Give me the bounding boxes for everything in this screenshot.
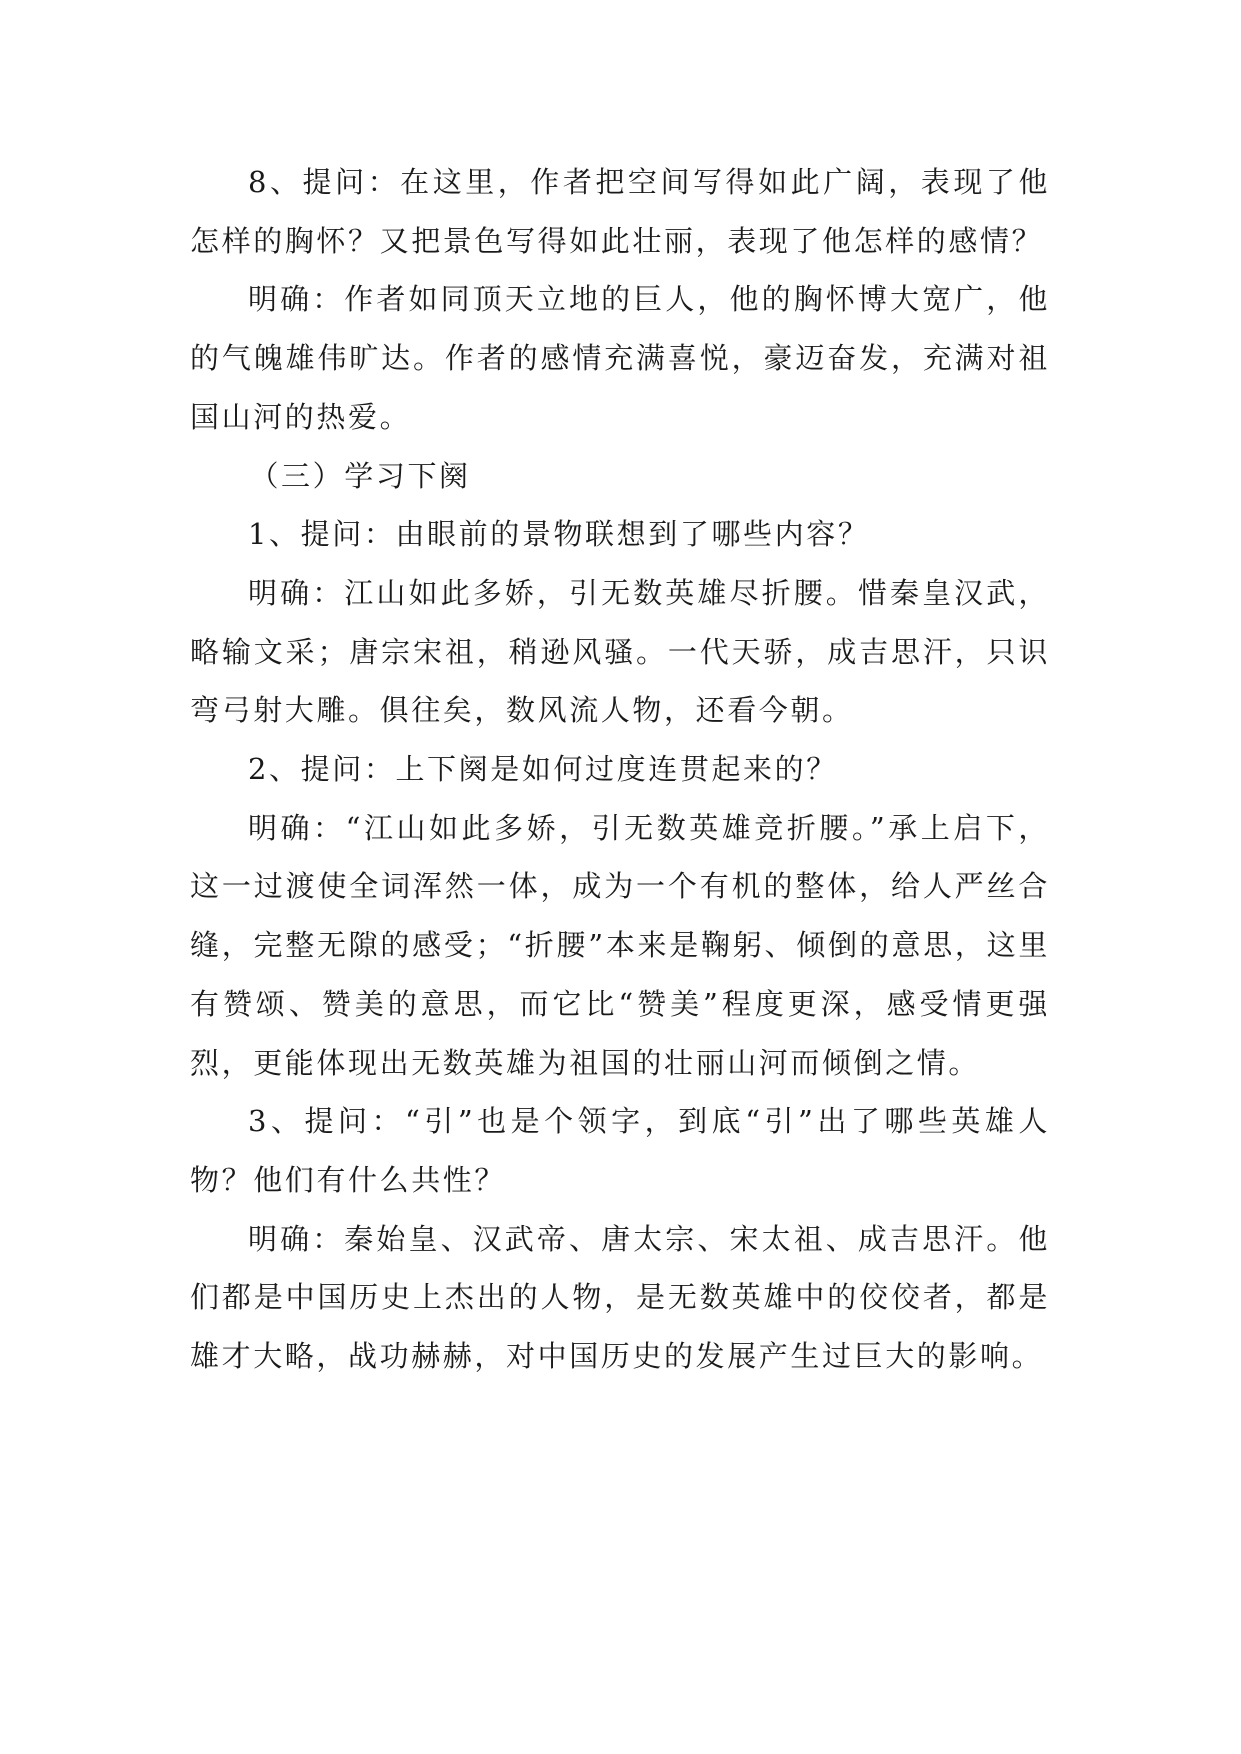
answer-1: 明确：江山如此多娇，引无数英雄尽折腰。惜秦皇汉武，略输文采；唐宗宋祖，稍逊风骚。一代天骄，成吉思汗，只识弯弓射大雕。俱往矣，数风流人物，还看今朝。 bbox=[190, 575, 1050, 728]
question-8: 8、提问：在这里，作者把空间写得如此广阔，表现了他怎样的胸怀？又把景色写得如此壮丽，表现了他怎样的感情？ bbox=[190, 165, 1050, 258]
document-body bbox=[190, 153, 1050, 1386]
question-3: 3、提问：“引”也是个领字，到底“引”出了哪些英雄人物？他们有什么共性？ bbox=[190, 1104, 1050, 1197]
answer-3: 明确：秦始皇、汉武帝、唐太宗、宋太祖、成吉思汗。他们都是中国历史上杰出的人物，是无数英雄中的佼佼者，都是雄才大略，战功赫赫，对中国历史的发展产生过巨大的影响。 bbox=[190, 1221, 1050, 1374]
section-heading: （三）学习下阕 bbox=[249, 458, 471, 493]
question-1: 1、提问：由眼前的景物联想到了哪些内容？ bbox=[248, 517, 870, 552]
answer-8: 明确：作者如同顶天立地的巨人，他的胸怀博大宽广，他的气魄雄伟旷达。作者的感情充满喜悦，豪迈奋发，充满对祖国山河的热爱。 bbox=[190, 282, 1050, 434]
answer-2: 明确：“江山如此多娇，引无数英雄竞折腰。”承上启下，这一过渡使全词浑然一体，成为一个有机的整体，给人严丝合缝，完整无隙的感受；“折腰”本来是鞠躬、倾倒的意思，这里有赞颂、赞美的意思，而它比“赞美”程度更深，感受情更强烈，更能体现出无数英雄为祖国的壮丽山河而倾倒之情。 bbox=[190, 810, 1050, 1080]
question-2: 2、提问：上下阕是如何过度连贯起来的？ bbox=[248, 752, 838, 787]
